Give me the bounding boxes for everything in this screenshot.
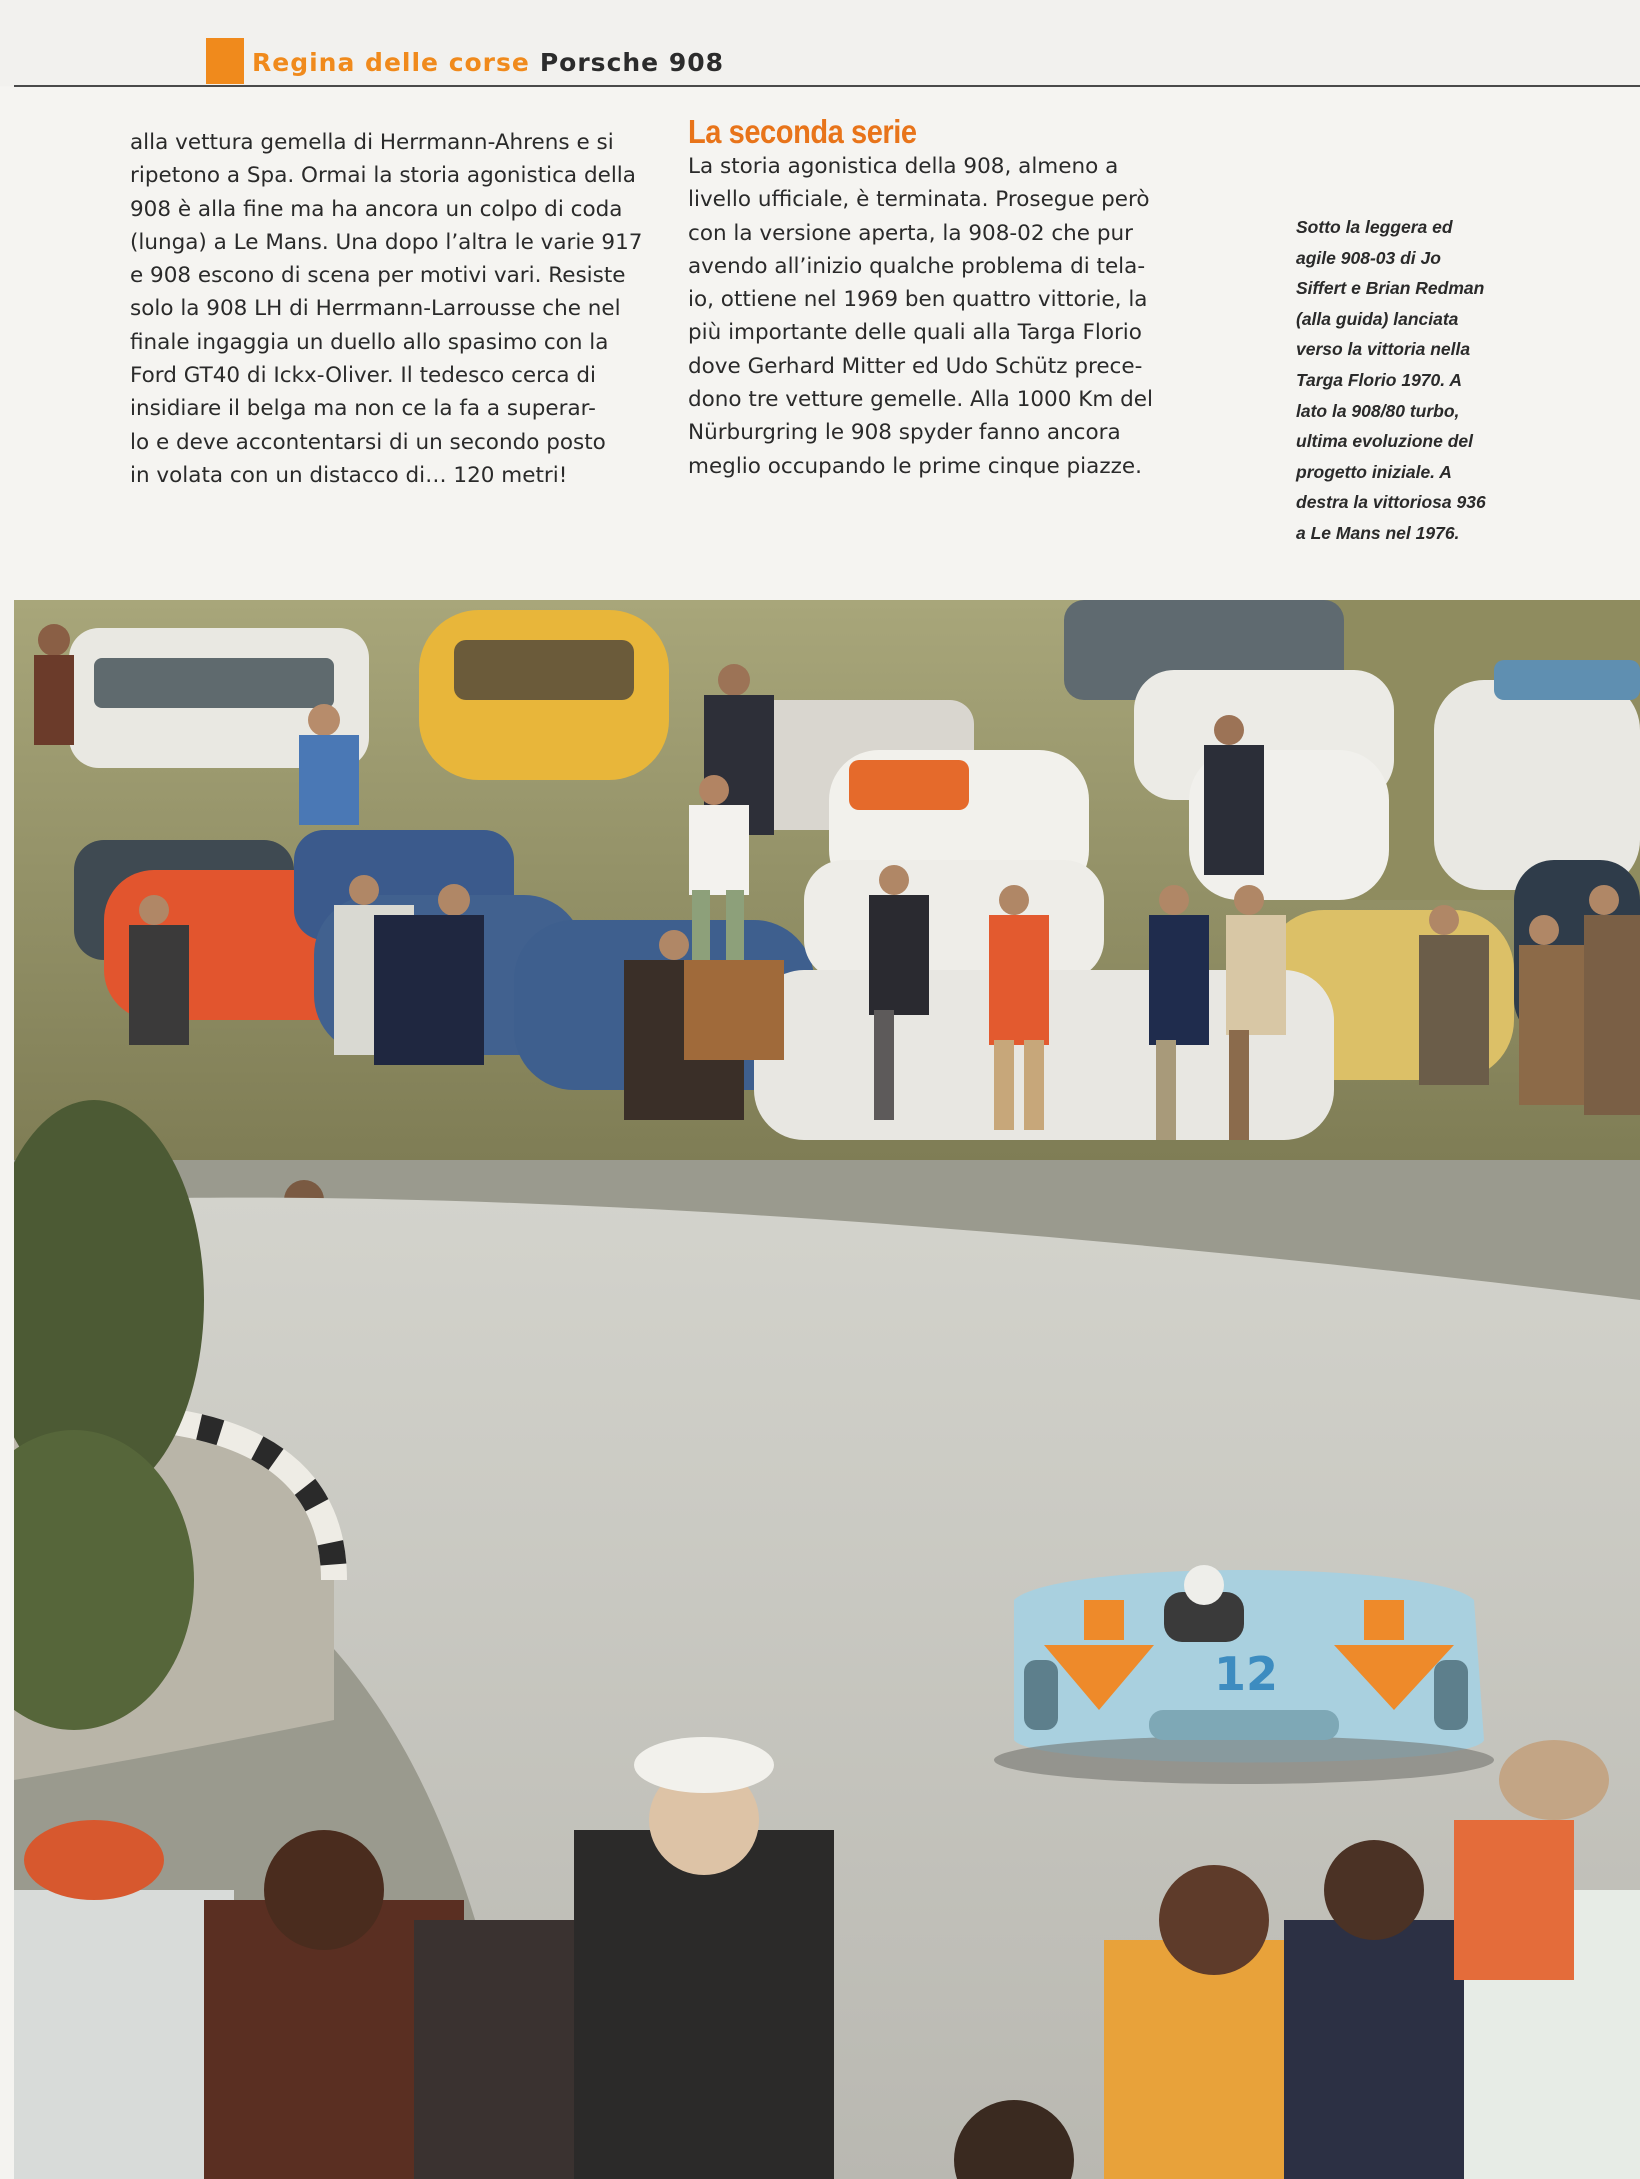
caption-line: (alla guida) lanciata xyxy=(1296,308,1459,329)
caption-line: Targa Florio 1970. A xyxy=(1296,369,1462,390)
body-line: livello ufficiale, è terminata. Prosegue però xyxy=(688,187,1150,213)
body-line: La storia agonistica della 908, almeno a xyxy=(688,154,1119,179)
header-section-name: Regina delle corse xyxy=(252,48,530,77)
caption-line: ultima evoluzione del xyxy=(1296,431,1473,452)
caption-line: lato la 908/80 turbo, xyxy=(1296,400,1460,421)
middle-body xyxy=(688,150,1188,483)
body-line: insidiare il belga ma non ce la fa a superar- xyxy=(130,396,596,422)
body-line: lo e deve accontentarsi di un secondo posto xyxy=(130,429,606,455)
caption-line: destra la vittoriosa 936 xyxy=(1296,492,1486,513)
left-text-column xyxy=(130,126,660,492)
caption-line: Siffert e Brian Redman xyxy=(1296,278,1485,299)
body-line: in volata con un distacco di… 120 metri! xyxy=(130,462,568,488)
page-header xyxy=(0,0,1640,86)
caption-line: agile 908-03 di Jo xyxy=(1296,247,1441,268)
body-line: avendo all’inizio qualche problema di tela- xyxy=(688,253,1146,279)
body-line: 908 è alla fine ma ha ancora un colpo di coda xyxy=(130,196,623,222)
header-orange-marker xyxy=(206,38,244,84)
caption-line: a Le Mans nel 1976. xyxy=(1296,522,1460,543)
roadside-bushes xyxy=(14,1100,204,1730)
body-line: con la versione aperta, la 908-02 che pur xyxy=(688,220,1133,246)
caption-line: Sotto la leggera ed xyxy=(1296,217,1453,237)
header-title xyxy=(252,48,724,77)
body-line: ripetono a Spa. Ormai la storia agonistica della xyxy=(130,163,636,189)
body-line: meglio occupando le prime cinque piazze. xyxy=(688,453,1142,479)
body-line: dono tre vetture gemelle. Alla 1000 Km del xyxy=(688,387,1153,413)
body-line: finale ingaggia un duello allo spasimo con la xyxy=(130,329,609,355)
porsche-908-03-car xyxy=(994,1565,1494,1784)
header-subject-name: Porsche 908 xyxy=(539,48,725,77)
race-photo-illustration xyxy=(14,600,1640,2179)
body-line: (lunga) a Le Mans. Una dopo l’altra le varie 917 xyxy=(130,229,643,255)
body-line: più importante delle quali alla Targa Florio xyxy=(688,320,1142,346)
body-line: io, ottiene nel 1969 ben quattro vittorie, la xyxy=(688,287,1148,313)
body-line: dove Gerhard Mitter ed Udo Schütz prece- xyxy=(688,353,1143,379)
caption-line: verso la vittoria nella xyxy=(1296,339,1471,360)
section-heading: La seconda serie xyxy=(688,113,917,150)
body-line: Ford GT40 di Ickx-Oliver. Il tedesco cerca di xyxy=(130,363,596,389)
race-photo xyxy=(14,600,1640,2179)
body-line: e 908 escono di scena per motivi vari. Resiste xyxy=(130,263,626,289)
body-line: solo la 908 LH di Herrmann-Larrousse che nel xyxy=(130,296,621,322)
race-number: 12 xyxy=(1213,1647,1279,1701)
body-line: alla vettura gemella di Herrmann-Ahrens e si xyxy=(130,130,614,155)
middle-text-column xyxy=(688,112,1188,483)
caption-line: progetto iniziale. A xyxy=(1296,461,1452,482)
body-line: Nürburgring le 908 spyder fanno ancora xyxy=(688,420,1121,446)
photo-caption xyxy=(1296,212,1526,549)
